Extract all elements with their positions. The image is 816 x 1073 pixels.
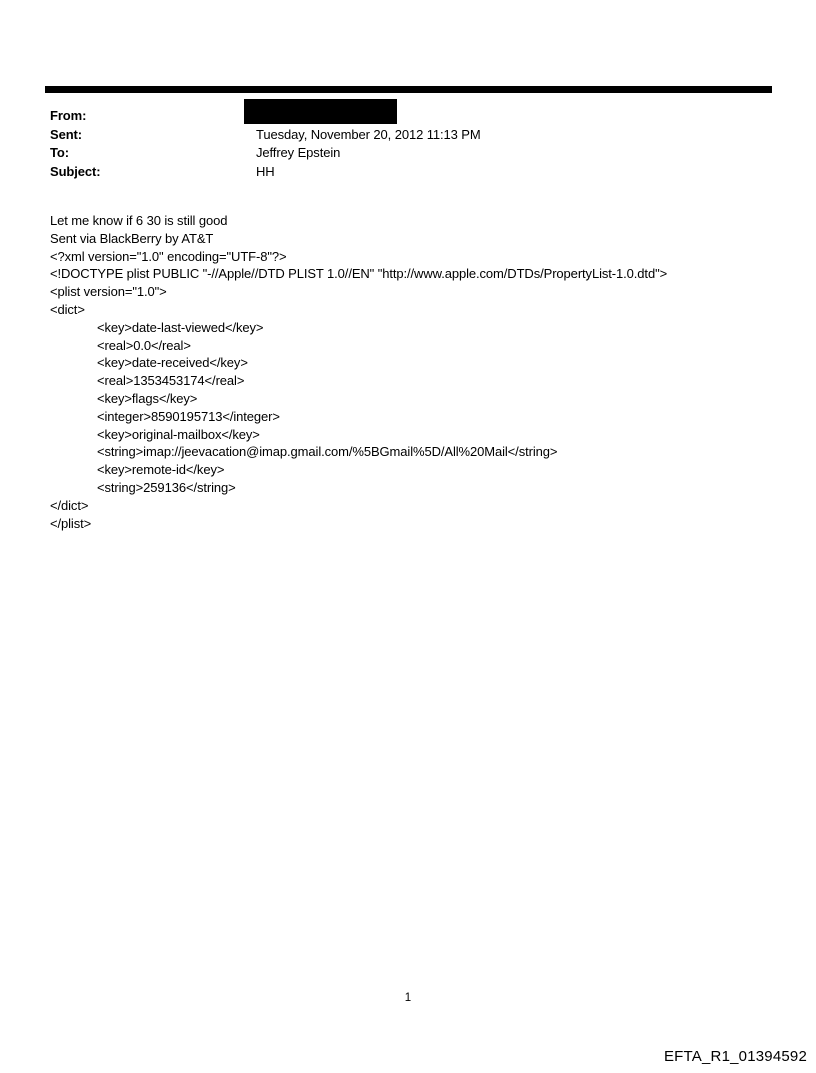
header-row-to: [50, 143, 481, 162]
body-line: <integer>8590195713</integer>: [97, 408, 280, 424]
body-line: <key>flags</key>: [97, 390, 198, 406]
body-line: <key>original-mailbox</key>: [97, 426, 260, 442]
header-divider-bar: [45, 86, 772, 93]
page-number: 1: [404, 992, 412, 1004]
header-row-sent: [50, 125, 481, 144]
sent-value: Tuesday, November 20, 2012 11:13 PM: [256, 126, 481, 142]
body-line: </dict>: [50, 497, 89, 513]
email-header: [50, 106, 481, 181]
body-line: <key>date-received</key>: [97, 355, 248, 371]
body-line: Sent via BlackBerry by AT&T: [50, 230, 214, 246]
subject-label: Subject:: [50, 163, 101, 179]
body-line: <key>date-last-viewed</key>: [97, 319, 264, 335]
body-line: Let me know if 6 30 is still good: [50, 213, 228, 228]
sent-label: Sent:: [50, 126, 83, 142]
body-line: <real>1353453174</real>: [97, 373, 245, 389]
body-line: <!DOCTYPE plist PUBLIC "-//Apple//DTD PLIST 1.0//EN" "http://www.apple.com/DTDs/PropertyList-1.0.dtd">: [50, 266, 668, 282]
body-line: </plist>: [50, 515, 92, 531]
subject-value: HH: [256, 163, 275, 179]
body-line: <key>remote-id</key>: [97, 462, 225, 478]
body-line: <real>0.0</real>: [97, 337, 191, 353]
bates-number: EFTA_R1_01394592: [663, 1048, 807, 1065]
from-label: From:: [50, 107, 87, 123]
header-row-from: [50, 106, 481, 125]
to-label: To:: [50, 145, 69, 161]
email-body: [50, 212, 667, 532]
body-line: <plist version="1.0">: [50, 284, 167, 300]
to-value: Jeffrey Epstein: [256, 145, 341, 161]
body-line: <string>imap://jeevacation@imap.gmail.com/%5BGmail%5D/All%20Mail</string>: [97, 444, 558, 460]
body-line: <string>259136</string>: [97, 479, 236, 495]
header-row-subject: [50, 162, 481, 181]
body-line: <dict>: [50, 301, 85, 317]
body-line: <?xml version="1.0" encoding="UTF-8"?>: [50, 248, 287, 264]
